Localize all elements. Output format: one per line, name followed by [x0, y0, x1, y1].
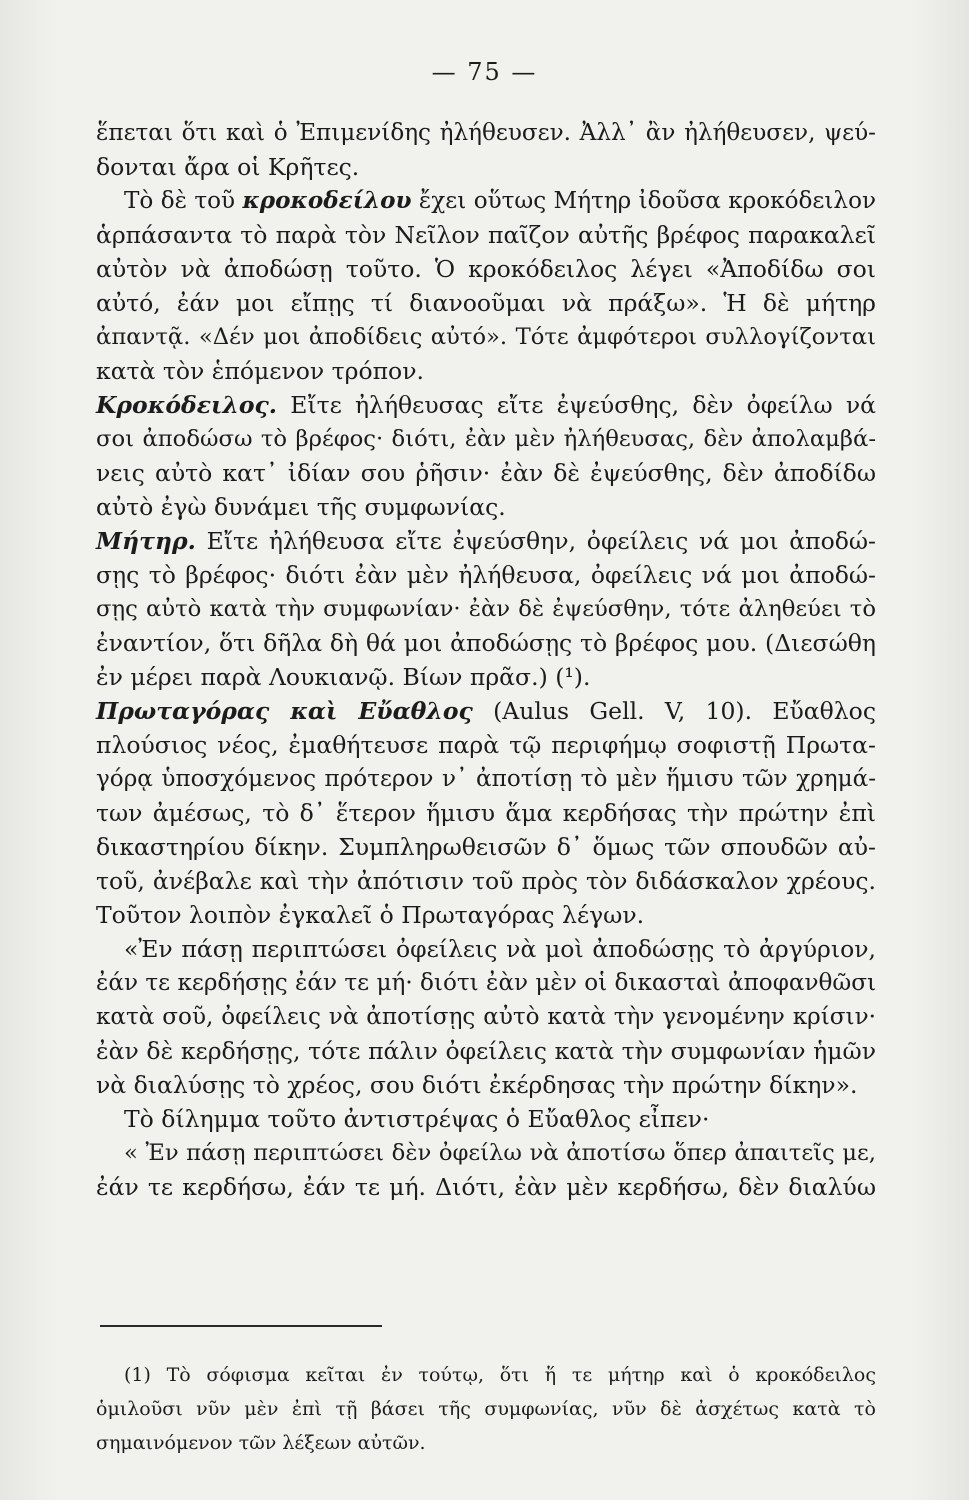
- text-segment: (Aulus Gell. V, 10). Εὔαθλος: [493, 697, 876, 725]
- text-line: δικαστηρίου δίκην. Συμπληρωθεισῶν δ᾽ ὅμως τῶν σπουδῶν αὐ-: [96, 833, 876, 861]
- footnote: [96, 1358, 876, 1460]
- text-line: πλούσιος νέος, ἐμαθήτευσε παρὰ τῷ περιφήμῳ σοφιστῇ Πρωτα-: [96, 731, 876, 759]
- text-line: σῃς αὐτὸ κατὰ τὴν συμφωνίαν· ἐὰν δὲ ἐψεύσθην, τότε ἀληθεύει τὸ: [96, 596, 876, 622]
- text-line: « Ἐν πάσῃ περιπτώσει δὲν ὀφείλω νὰ ἀποτίσω ὅπερ ἀπαιτεῖς με,: [124, 1140, 876, 1166]
- text-line: [96, 184, 876, 218]
- text-line: αὐτό, ἐάν μοι εἴπῃς τί διανοοῦμαι νὰ πράξω». Ἡ δὲ μήτηρ: [96, 289, 876, 317]
- term-crocodile: κροκοδείλου: [242, 187, 412, 214]
- text-line: σῃς τὸ βρέφος· διότι ἐὰν μὲν ἠλήθευσα, ὀφείλεις νά μοι ἀποδώ-: [96, 561, 876, 589]
- text-line: ἁρπάσαντα τὸ παρὰ τὸν Νεῖλον παῖζον αὐτῆς βρέφος παρακαλεῖ: [96, 221, 876, 249]
- text-line: [96, 694, 876, 728]
- text-segment: Τὸ δὲ τοῦ: [124, 188, 236, 214]
- text-line: κατὰ σοῦ, ὀφείλεις νὰ ἀποτίσῃς αὐτὸ κατὰ τὴν γενομένην κρίσιν·: [96, 1004, 876, 1030]
- text-line: αὐτὸ ἐγὼ δυνάμει τῆς συμφωνίας.: [96, 493, 506, 521]
- text-line: ἐὰν δὲ κερδήσῃς, τότε πάλιν ὀφείλεις κατὰ τὴν συμφωνίαν ἡμῶν: [96, 1037, 876, 1065]
- text-line: [96, 388, 876, 422]
- speaker-mother: Μήτηρ.: [96, 527, 196, 555]
- text-line: Τὸ δίλημμα τοῦτο ἀντιστρέψας ὁ Εὔαθλος εἶπεν·: [124, 1105, 710, 1133]
- speaker-crocodile: Κροκόδειλος.: [96, 391, 277, 419]
- text-line: ἐάν τε κερδήσω, ἐάν τε μή. Διότι, ἐὰν μὲν κερδήσω, δὲν διαλύω: [96, 1173, 876, 1201]
- footnote-line: σημαινόμενον τῶν λέξεων αὐτῶν.: [96, 1432, 426, 1454]
- text-line: ἕπεται ὅτι καὶ ὁ Ἐπιμενίδης ἠλήθευσεν. Ἀλλ᾽ ἂν ἠλήθευσεν, ψεύ-: [96, 120, 876, 146]
- footnote-divider: [100, 1325, 382, 1327]
- text-segment: Εἴτε ἠλήθευσας εἴτε ἐψεύσθης, δὲν ὀφείλω νά: [290, 391, 876, 419]
- text-line: ἀπαντᾷ. «Δέν μοι ἀποδίδεις αὐτό». Τότε ἀμφότεροι συλλογίζονται: [96, 324, 876, 350]
- text-line: νεις αὐτὸ κατ᾽ ἰδίαν σου ῥῆσιν· ἐὰν δὲ ἐψεύσθης, δὲν ἀποδίδω: [96, 459, 876, 487]
- text-line: των ἀμέσως, τὸ δ᾽ ἕτερον ἥμισυ ἅμα κερδήσας τὴν πρώτην ἐπὶ: [96, 799, 876, 827]
- text-segment: Εἴτε ἠλήθευσα εἴτε ἐψεύσθην, ὀφείλεις νά μοι ἀποδώ-: [206, 527, 876, 555]
- text-line: σοι ἀποδώσω τὸ βρέφος· διότι, ἐὰν μὲν ἠλήθευσας, δὲν ἀπολαμβά-: [96, 426, 876, 452]
- text-line: νὰ διαλύσῃς τὸ χρέος, σου διότι ἐκέρδησας τὴν πρώτην δίκην».: [96, 1071, 858, 1099]
- text-line: Τοῦτον λοιπὸν ἐγκαλεῖ ὁ Πρωταγόρας λέγων.: [96, 901, 645, 929]
- text-line: κατὰ τὸν ἑπόμενον τρόπον.: [96, 357, 424, 385]
- text-segment: ἔχει οὕτως Μήτηρ ἰδοῦσα κροκόδειλον: [418, 188, 877, 214]
- text-line: ἐναντίον, ὅτι δῆλα δὴ θά μοι ἀποδώσῃς τὸ βρέφος μου. (Διεσώθη: [96, 629, 876, 657]
- text-line: ἐν μέρει παρὰ Λουκιανῷ. Βίων πρᾶσ.) (¹).: [96, 663, 591, 691]
- text-line: αὐτὸν νὰ ἀποδώσῃ τοῦτο. Ὁ κροκόδειλος λέγει «Ἀποδίδω σοι: [96, 255, 876, 283]
- text-line: ἐάν τε κερδήσῃς ἐάν τε μή· διότι ἐὰν μὲν οἱ δικασταὶ ἀποφανθῶσι: [96, 970, 877, 996]
- text-line: [96, 524, 876, 558]
- page-number: — 75 —: [431, 58, 538, 86]
- text-line: τοῦ, ἀνέβαλε καὶ τὴν ἀπότισιν τοῦ πρὸς τὸν διδάσκαλον χρέους.: [96, 867, 876, 895]
- footnote-line: (1) Τὸ σόφισμα κεῖται ἐν τούτῳ, ὅτι ἥ τε μήτηρ καὶ ὁ κροκόδειλος: [124, 1364, 876, 1386]
- section-title: Πρωταγόρας καὶ Εὔαθλος: [96, 697, 473, 725]
- text-line: δονται ἄρα οἱ Κρῆτες.: [96, 153, 360, 181]
- text-line: γόρᾳ ὑποσχόμενος πρότερον ν᾽ ἀποτίσῃ τὸ μὲν ἥμισυ τῶν χρημά-: [96, 766, 876, 792]
- text-line: «Ἐν πάσῃ περιπτώσει ὀφείλεις νὰ μοὶ ἀποδώσῃς τὸ ἀργύριον,: [124, 935, 876, 963]
- footnote-line: ὁμιλοῦσι νῦν μὲν ἐπὶ τῇ βάσει τῆς συμφωνίας, νῦν δὲ ἀσχέτως κατὰ τὸ: [96, 1398, 876, 1420]
- main-text: [96, 116, 876, 1204]
